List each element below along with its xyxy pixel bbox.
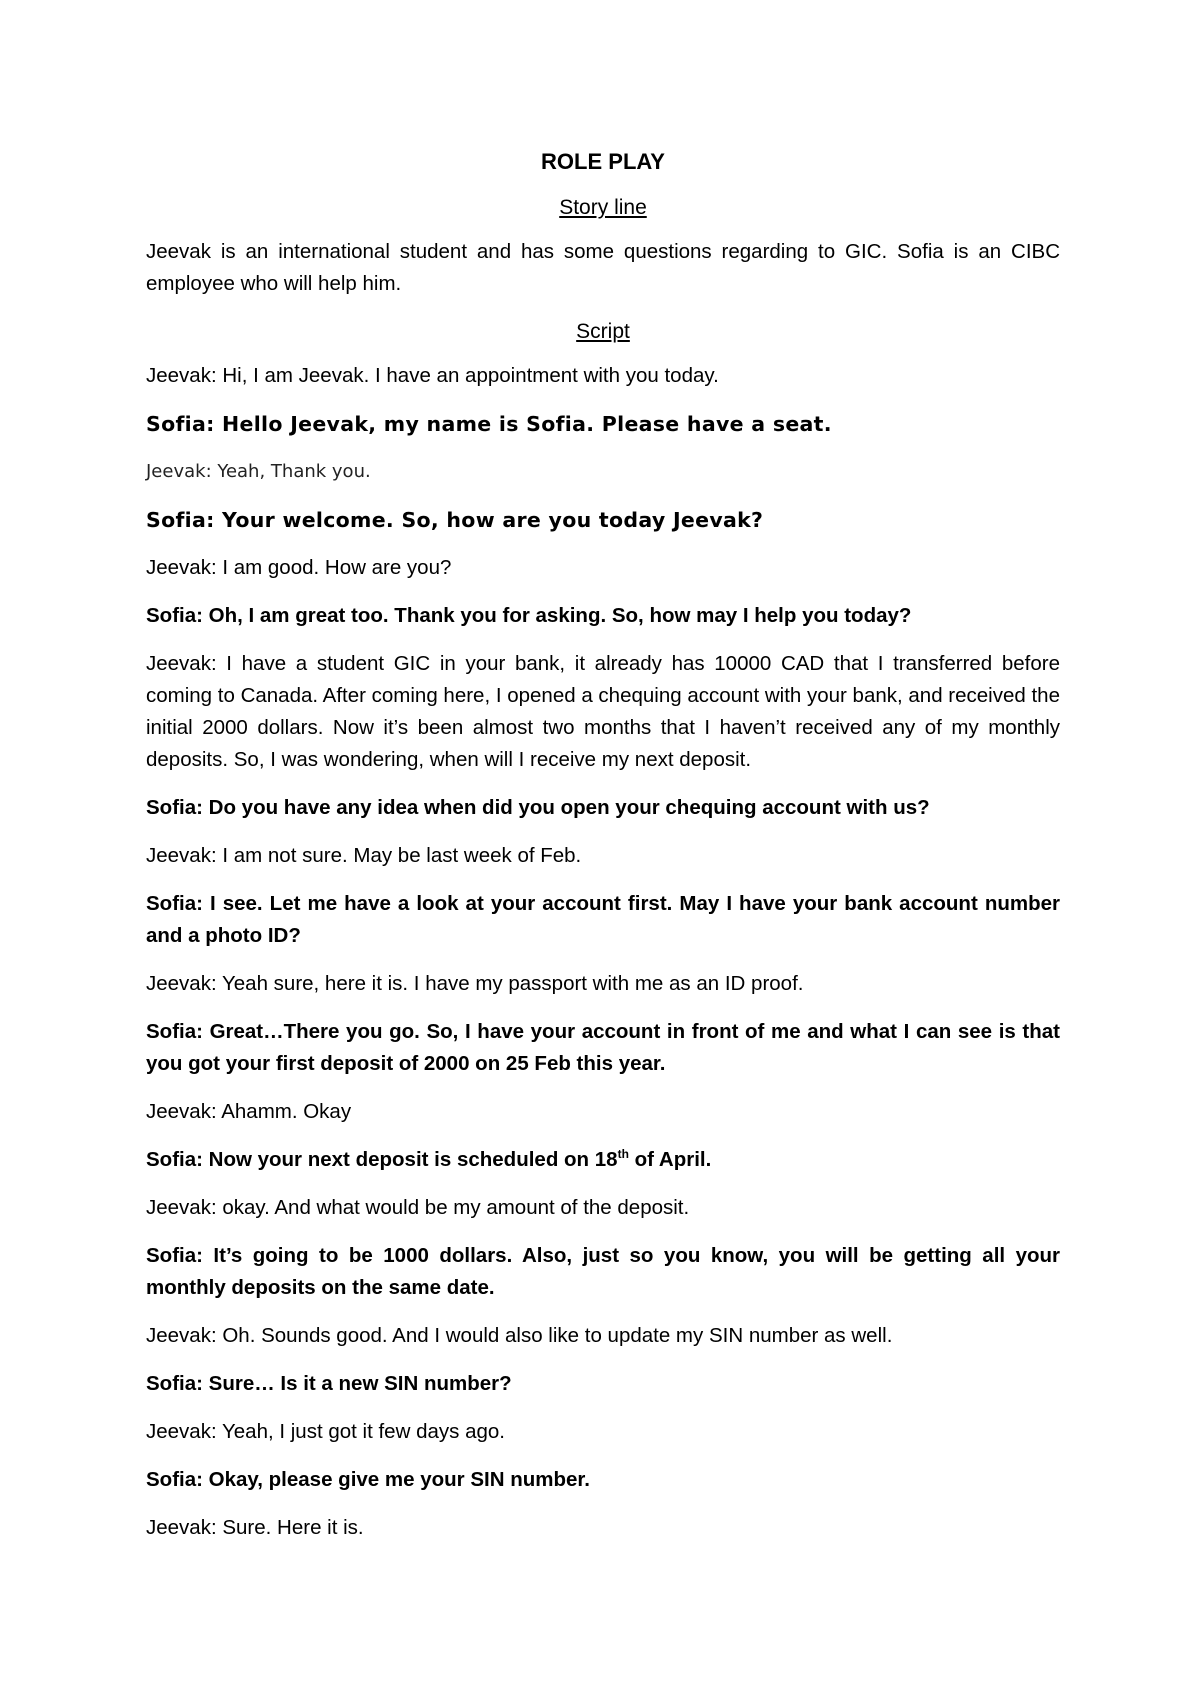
dialogue-line-jeevak: Jeevak: I have a student GIC in your bank, it already has 10000 CAD that I transferred before coming to Canada. After coming here, I opened a chequing account with your bank, and received the initial 2000 dollars. Now it’s been almost two months that I haven’t received any of my monthly deposits. So, I was wondering, when will I receive my next deposit. (146, 652, 1060, 771)
dialogue-line-sofia: Sofia: Hello Jeevak, my name is Sofia. Please have a seat. (146, 412, 832, 436)
dialogue-line-jeevak: Jeevak: Yeah, Thank you. (146, 461, 371, 482)
dialogue-line-sofia: Sofia: Oh, I am great too. Thank you for asking. So, how may I help you today? (146, 604, 912, 627)
storyline-heading: Story line (559, 196, 647, 219)
dialogue-line-sofia: Sofia: It’s going to be 1000 dollars. Also, just so you know, you will be getting all your monthly deposits on the same date. (146, 1244, 1060, 1299)
dialogue-line-jeevak: Jeevak: Yeah, I just got it few days ago. (146, 1420, 505, 1443)
dialogue-line-sofia: Sofia: Great…There you go. So, I have your account in front of me and what I can see is that you got your first deposit of 2000 on 25 Feb this year. (146, 1020, 1060, 1075)
storyline-paragraph: Jeevak is an international student and has some questions regarding to GIC. Sofia is an CIBC employee who will help him. (146, 240, 1060, 295)
dialogue-line-sofia: Sofia: Do you have any idea when did you open your chequing account with us? (146, 796, 930, 819)
ordinal-superscript: th (617, 1147, 629, 1162)
dialogue-text: of April. (628, 1148, 712, 1171)
dialogue-line-jeevak: Jeevak: Ahamm. Okay (146, 1100, 352, 1123)
dialogue-line-sofia (146, 1144, 1060, 1176)
dialogue-line-sofia: Sofia: Your welcome. So, how are you today Jeevak? (146, 508, 764, 532)
dialogue-line-jeevak: Jeevak: Yeah sure, here it is. I have my passport with me as an ID proof. (146, 972, 804, 995)
dialogue-line-jeevak: Jeevak: I am not sure. May be last week of Feb. (146, 844, 582, 867)
dialogue-line-sofia: Sofia: Okay, please give me your SIN number. (146, 1468, 590, 1491)
dialogue-line-jeevak: Jeevak: Sure. Here it is. (146, 1516, 364, 1539)
document-title: ROLE PLAY (541, 149, 665, 174)
dialogue-line-sofia: Sofia: Sure… Is it a new SIN number? (146, 1372, 512, 1395)
script-heading: Script (576, 320, 630, 343)
dialogue-line-jeevak: Jeevak: Oh. Sounds good. And I would also like to update my SIN number as well. (146, 1324, 893, 1347)
dialogue-line-jeevak: Jeevak: Hi, I am Jeevak. I have an appointment with you today. (146, 364, 719, 387)
dialogue-text: Sofia: Now your next deposit is scheduled on 18 (146, 1148, 618, 1171)
document-body (146, 146, 1060, 1560)
dialogue-line-sofia: Sofia: I see. Let me have a look at your account first. May I have your bank account number and a photo ID? (146, 892, 1060, 947)
dialogue-line-jeevak: Jeevak: okay. And what would be my amount of the deposit. (146, 1196, 690, 1219)
dialogue-line-jeevak: Jeevak: I am good. How are you? (146, 556, 452, 579)
